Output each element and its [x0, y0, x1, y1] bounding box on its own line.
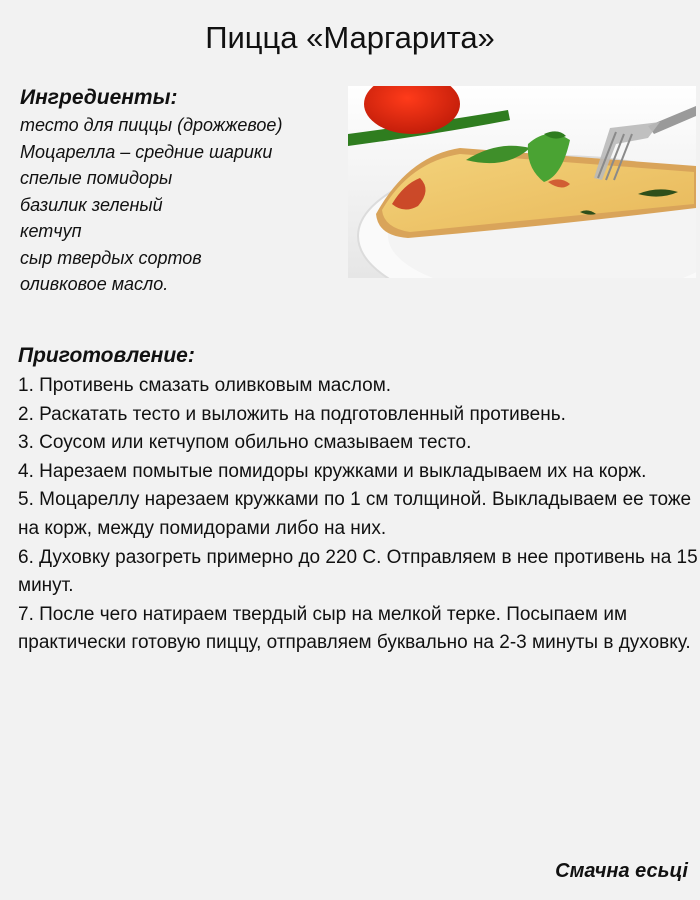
ingredients-heading: Ингредиенты:	[20, 86, 178, 109]
preparation-step: 3. Соусом или кетчупом обильно смазываем тесто.	[18, 432, 472, 454]
ingredient-item: Моцарелла – средние шарики	[20, 141, 273, 162]
ingredient-item: сыр твердых сортов	[20, 247, 202, 268]
preparation-step: 5. Моцареллу нарезаем кружками по 1 см толщиной. Выкладываем ее тоже на корж, между помидорами либо на них.	[18, 489, 692, 539]
ingredients-section	[20, 86, 350, 298]
page-title: Пицца «Маргарита»	[205, 20, 495, 55]
ingredient-item: базилик зеленый	[20, 194, 163, 215]
closing-phrase: Смачна есьці	[555, 860, 688, 882]
preparation-heading: Приготовление:	[18, 344, 195, 367]
preparation-section	[18, 344, 698, 658]
ingredient-item: тесто для пиццы (дрожжевое)	[20, 115, 283, 135]
pizza-photo	[348, 86, 696, 278]
ingredients-list	[20, 112, 350, 298]
ingredient-item: спелые помидоры	[20, 168, 173, 188]
preparation-step: 6. Духовку разогреть примерно до 220 С. Отправляем в нее противень на 15 минут.	[18, 546, 698, 597]
preparation-step: 4. Нарезаем помытые помидоры кружками и выкладываем их на корж.	[18, 460, 647, 482]
preparation-step: 1. Противень смазать оливковым маслом.	[18, 375, 392, 396]
ingredient-item: оливковое масло.	[20, 274, 169, 294]
pizza-slice-illustration	[348, 86, 696, 278]
preparation-step: 7. После чего натираем твердый сыр на мелкой терке. Посыпаем им практически готовую пиццу, отправляем буквально на 2-3 минуты в духовку.	[18, 603, 691, 654]
preparation-step: 2. Раскатать тесто и выложить на подготовленный противень.	[18, 403, 566, 425]
ingredient-item: кетчуп	[20, 221, 82, 241]
